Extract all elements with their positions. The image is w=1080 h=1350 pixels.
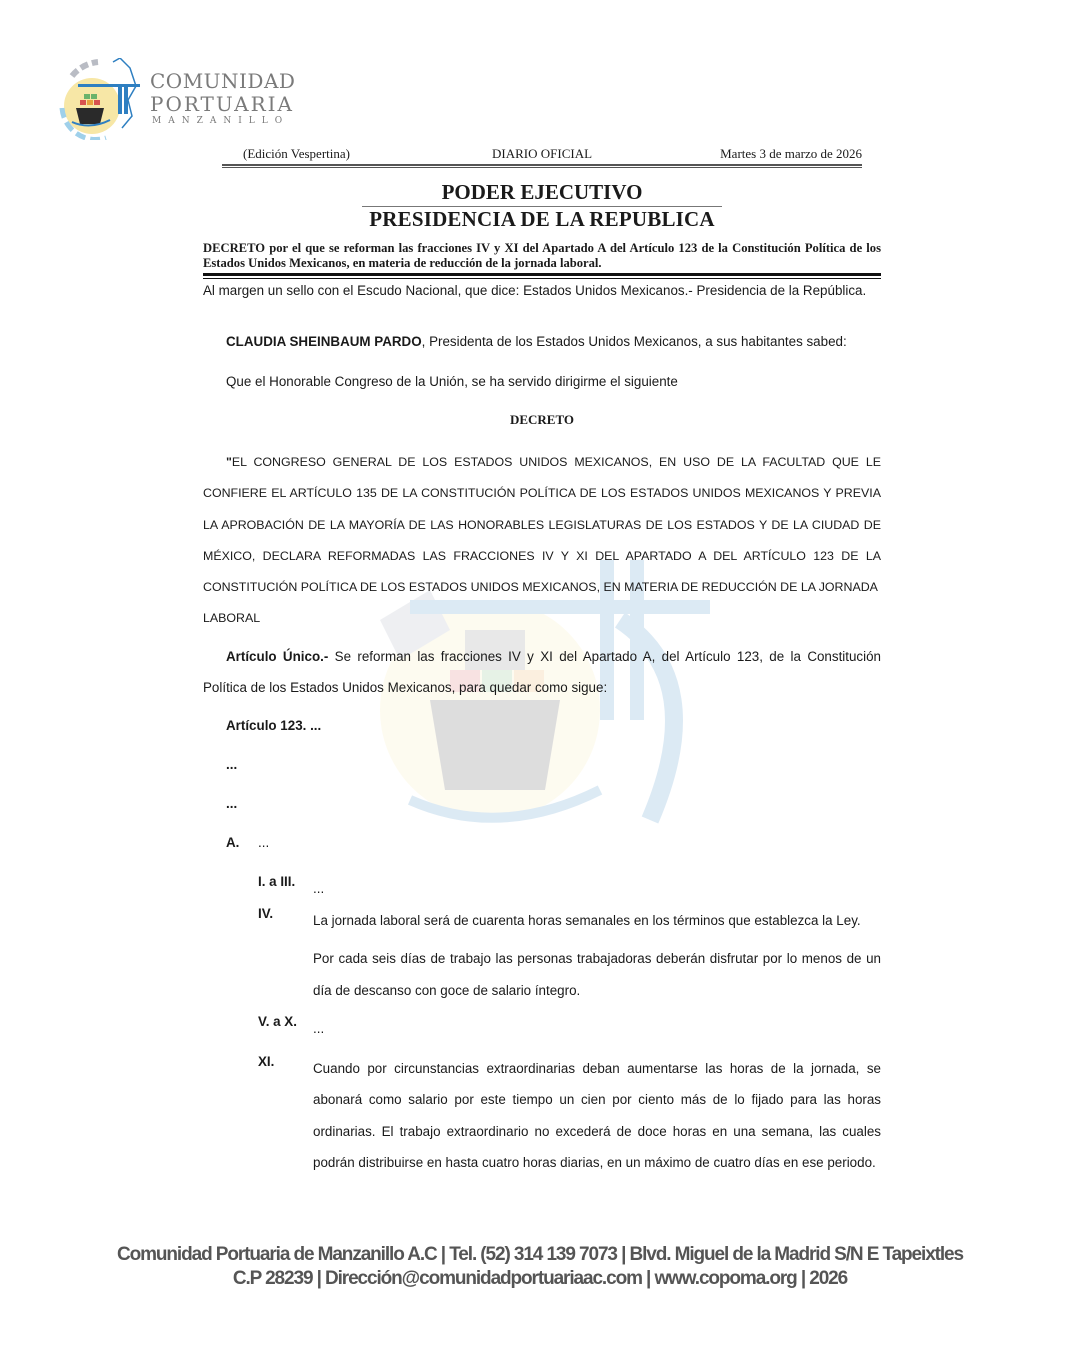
preamble-last-line: LABORAL xyxy=(203,611,261,626)
fraction-xi xyxy=(258,1053,882,1213)
ellipsis-paragraph: ... xyxy=(226,796,238,811)
section-title: PODER EJECUTIVO xyxy=(441,180,643,204)
decree-summary xyxy=(203,241,881,271)
comunidad-portuaria-logo xyxy=(58,58,296,140)
fraction-number: I. a III. xyxy=(258,874,296,889)
fraction-paragraph: La jornada laboral será de cuarenta horas semanales en los términos que establezca la Ley. xyxy=(313,913,861,928)
articulo-unico-label: Artículo Único.- xyxy=(226,649,329,664)
fraction-text: ... xyxy=(313,1021,325,1036)
fraction-number: V. a X. xyxy=(258,1014,297,1029)
fraction-number: IV. xyxy=(258,906,274,921)
president-name: CLAUDIA SHEINBAUM PARDO xyxy=(226,334,422,349)
preamble-text: EL CONGRESO GENERAL DE LOS ESTADOS UNIDOS MEXICANOS, EN USO DE LA FACULTAD QUE LE CONFIERE EL ARTÍCULO 135 DE LA CONSTITUCIÓN POLÍTICA DE LOS ESTADOS UNIDOS MEXICANOS Y PREVIA LA APROBACIÓN DE LA MAYORÍA DE LAS HONORABLES LEGISLATURAS DE LOS ESTADOS Y DE LA CIUDAD DE MÉXICO, DECLARA REFORMADAS LAS FRACCIONES IV Y XI DEL APARTADO A DEL ARTÍCULO 123 DE LA CONSTITUCIÓN POLÍTICA DE LOS ESTADOS UNIDOS MEXICANOS, EN MATERIA DE REDUCCIÓN DE LA JORNADA xyxy=(203,455,881,595)
edition-label: (Edición Vespertina) xyxy=(243,146,350,161)
congress-statement: Que el Honorable Congreso de la Unión, se ha servido dirigirme el siguiente xyxy=(226,374,678,389)
publication-date: Martes 3 de marzo de 2026 xyxy=(720,146,862,161)
newspaper-header xyxy=(222,146,862,164)
fraction-paragraph: Por cada seis días de trabajo las personas trabajadoras deberán disfrutar por lo menos de un día de descanso con goce de salario íntegro. xyxy=(313,951,881,998)
decree-summary-text: por el que se reforman las fracciones IV y XI del Apartado A del Artículo 123 de la Constitución Política de los Estados Unidos Mexicanos, en materia de reducción de la jornada laboral. xyxy=(203,241,881,270)
section-subtitle: PRESIDENCIA DE LA REPUBLICA xyxy=(369,207,715,231)
decree-summary-lead: DECRETO xyxy=(203,241,266,255)
publication-name: DIARIO OFICIAL xyxy=(492,146,593,161)
footer-line-1: Comunidad Portuaria de Manzanillo A.C | Tel. (52) 314 139 7073 | Blvd. Miguel de la Madrid S/N E Tapeixtles xyxy=(117,1244,963,1265)
logo-line-3: MANZANILLO xyxy=(152,116,290,126)
fraction-iv xyxy=(258,905,882,1005)
apartado-text: ... xyxy=(258,835,270,850)
president-text: , Presidenta de los Estados Unidos Mexicanos, a sus habitantes sabed: xyxy=(421,334,847,349)
organization-footer xyxy=(0,1243,1080,1291)
preamble-open-quote: " xyxy=(226,455,232,469)
ellipsis-paragraph: ... xyxy=(226,757,238,772)
decree-heading: DECRETO xyxy=(509,412,575,427)
articulo-unico xyxy=(203,641,881,704)
fraction-i-iii xyxy=(258,873,882,896)
fraction-number: XI. xyxy=(258,1054,275,1069)
apartado-label: A. xyxy=(226,835,240,850)
articulo-unico-text: Se reforman las fracciones IV y XI del Apartado A, del Artículo 123, de la Constitución Política de los Estados Unidos Mexicanos, para quedar como sigue: xyxy=(203,649,882,696)
footer-line-2: C.P 28239 | Dirección@comunidadportuariaac.com | www.copoma.org | 2026 xyxy=(232,1268,848,1289)
fraction-text: ... xyxy=(313,881,325,896)
fraction-text: Cuando por circunstancias extraordinarias deban aumentarse las horas de la jornada, se abonará como salario por este tiempo un cien por ciento más de lo fijado para las horas ordinarias. El trabajo extraordinario no excederá de doce horas en una semana, las cuales podrán distribuirse en hasta cuatro horas diarias, en un máximo de cuatro días en ese periodo. xyxy=(313,1061,881,1170)
logo-line-1: COMUNIDAD xyxy=(150,69,296,93)
logo-line-2: PORTUARIA xyxy=(150,92,294,116)
port-crane-ship-icon xyxy=(58,58,150,140)
decree-preamble xyxy=(203,447,881,635)
summary-double-rule xyxy=(203,273,881,279)
margin-note: Al margen un sello con el Escudo Nacional, que dice: Estados Unidos Mexicanos.- Presidencia de la República. xyxy=(203,283,867,298)
fraction-v-x xyxy=(258,1013,882,1036)
fraction-text xyxy=(313,905,881,1006)
president-proclamation xyxy=(226,333,886,350)
article-123-label: Artículo 123. ... xyxy=(226,718,322,733)
header-rule xyxy=(222,164,862,168)
